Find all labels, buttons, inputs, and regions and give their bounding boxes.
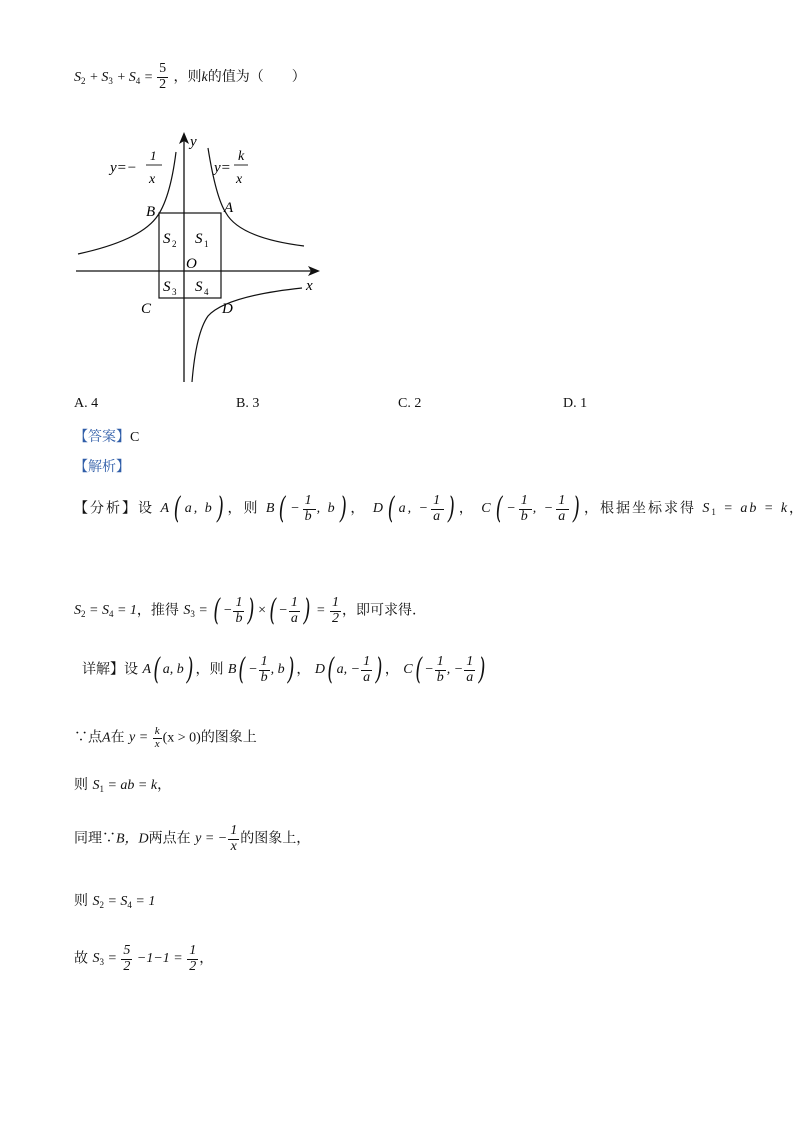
answer-tag: 【答案】 xyxy=(74,429,130,445)
right-label-num: k xyxy=(238,149,245,164)
left-label-den: x xyxy=(149,172,156,187)
analysis-then: ，则 xyxy=(227,500,260,517)
region-s3-label xyxy=(163,279,177,297)
detail-two-points: 两点在 xyxy=(148,830,191,847)
question-line: $S_2 + S_3 + S_4$ = $\frac{5}{2}$ ，则k的值为（ ） xyxy=(74,61,306,92)
analysis-conclude: ，根据坐标求得 xyxy=(583,500,696,517)
option-b: B. 3 xyxy=(236,396,260,411)
s3-term: $S_3$ xyxy=(101,70,113,87)
analysis-line-2 xyxy=(74,593,417,629)
detail-similarly: 同理∵ xyxy=(74,830,116,847)
analysis-comma3: ， xyxy=(789,500,805,517)
s3-product: $S_3$ = ( − $\frac{1}{b}$ ) ×( − $\frac{1}{a}$ ) = $\frac{1}{2}$ xyxy=(183,593,339,629)
analysis-comma1: ， xyxy=(350,500,367,517)
detail-prefix: 详解】设 xyxy=(82,661,138,678)
answer-value: C xyxy=(130,430,140,445)
analysis-end: ，即可求得. xyxy=(342,602,417,619)
s2-s4-eq: $S_2 = S_4 = 1$ xyxy=(74,603,137,620)
detail-line-2: ∵点A在 y = $\frac{k}{x}$ (x > 0)的图象上 xyxy=(74,725,257,750)
detail-so: 故 xyxy=(74,950,88,967)
detail-kx-eq: y = $\frac{k}{x}$ xyxy=(129,725,160,750)
svg-text:S: S xyxy=(195,231,203,247)
point-d-label: D xyxy=(222,301,233,317)
question-tail2: 的值为（ ） xyxy=(207,69,306,86)
right-label-den: x xyxy=(236,172,243,187)
point-c-coords: C( − $\frac{1}{b}$ , − $\frac{1}{a}$ ) xyxy=(481,491,582,527)
x-axis-label: x xyxy=(306,278,313,294)
s4-term: $S_4$ xyxy=(128,70,141,87)
detail-b-coords: B( − $\frac{1}{b}$ , b) xyxy=(227,652,295,688)
detail-then: ，则 xyxy=(195,661,224,678)
question-k: k xyxy=(201,70,208,86)
detail-a-coords: A( a, b) xyxy=(142,652,194,688)
option-a: A. 4 xyxy=(74,396,99,411)
detail-line-6 xyxy=(74,944,213,974)
detail-s3-calc: $S_3$ = $\frac{5}{2}$ −1−1 = $\frac{1}{2}$ xyxy=(92,943,197,974)
svg-text:3: 3 xyxy=(172,287,177,297)
svg-text:S: S xyxy=(195,279,203,295)
detail-then3: 则 xyxy=(74,893,88,909)
svg-text:S: S xyxy=(163,231,171,247)
detail-on-graph: 的图象上 xyxy=(200,729,257,746)
analysis-deduce: ，推得 xyxy=(136,602,179,619)
region-s2-label xyxy=(163,231,177,249)
s2-term: $S_2$ xyxy=(74,70,86,87)
svg-text:4: 4 xyxy=(204,287,209,297)
detail-then2: 则 xyxy=(74,777,88,793)
detail-d-coords: D( a, − $\frac{1}{a}$ ) xyxy=(314,652,383,688)
detail-line-5 xyxy=(74,890,155,910)
detail-comma: ， xyxy=(157,777,172,793)
right-curve-label: y= xyxy=(214,160,231,176)
region-s1-label xyxy=(195,231,209,249)
hyperbola-figure xyxy=(70,128,330,388)
analysis-comma2: ， xyxy=(458,500,475,517)
point-a-coords: A( a, b) xyxy=(160,491,225,527)
analysis-line-1 xyxy=(74,491,805,527)
left-label-num: 1 xyxy=(150,148,157,163)
option-c: C. 2 xyxy=(398,396,422,411)
point-b-label: B xyxy=(146,204,156,220)
detail-line-1 xyxy=(82,652,488,688)
detail-because: ∵点 xyxy=(74,729,102,746)
option-d: D. 1 xyxy=(563,396,588,411)
detail-s1: $S_1$ = ab = k xyxy=(92,778,158,794)
detail-at: 在 xyxy=(110,729,125,746)
left-curve-label: y=− xyxy=(110,160,137,176)
point-a-label: A xyxy=(224,200,234,216)
point-d-coords: D( a, − $\frac{1}{a}$ ) xyxy=(372,491,457,527)
question-tail: ，则 xyxy=(173,69,202,86)
detail-s2s4: $S_2 = S_4 = 1$ xyxy=(92,894,156,910)
region-s4-label xyxy=(195,279,209,297)
detail-sep1: ， xyxy=(296,661,311,678)
curve-neg-1-over-x-q4 xyxy=(192,288,302,382)
detail-line-4 xyxy=(74,824,310,854)
point-c-label: C xyxy=(141,301,152,317)
detail-bd: B，D xyxy=(116,831,149,847)
five-halves: $\frac{5}{2}$ xyxy=(159,61,167,92)
analysis-tag: 【解析】 xyxy=(74,459,130,475)
detail-end-comma: ， xyxy=(199,950,214,967)
svg-text:S: S xyxy=(163,279,171,295)
y-axis-label: y xyxy=(190,134,197,150)
s1-formula: $S_1$ = ab = k xyxy=(702,501,790,518)
detail-c-coords: C( − $\frac{1}{b}$ , − $\frac{1}{a}$ ) xyxy=(403,652,486,688)
detail-line-3 xyxy=(74,774,171,794)
detail-cond: (x > 0) xyxy=(162,730,201,746)
svg-text:2: 2 xyxy=(172,239,177,249)
detail-sep2: ， xyxy=(384,661,399,678)
svg-text:1: 1 xyxy=(204,239,209,249)
origin-label: O xyxy=(186,256,197,272)
analysis-prefix: 【分析】设 xyxy=(74,500,154,517)
answer-line xyxy=(74,426,139,446)
detail-neg1x: y = − $\frac{1}{x}$ xyxy=(195,823,238,854)
point-b-coords: B( − $\frac{1}{b}$ , b) xyxy=(265,491,348,527)
detail-on-graph2: 的图象上， xyxy=(240,830,311,847)
